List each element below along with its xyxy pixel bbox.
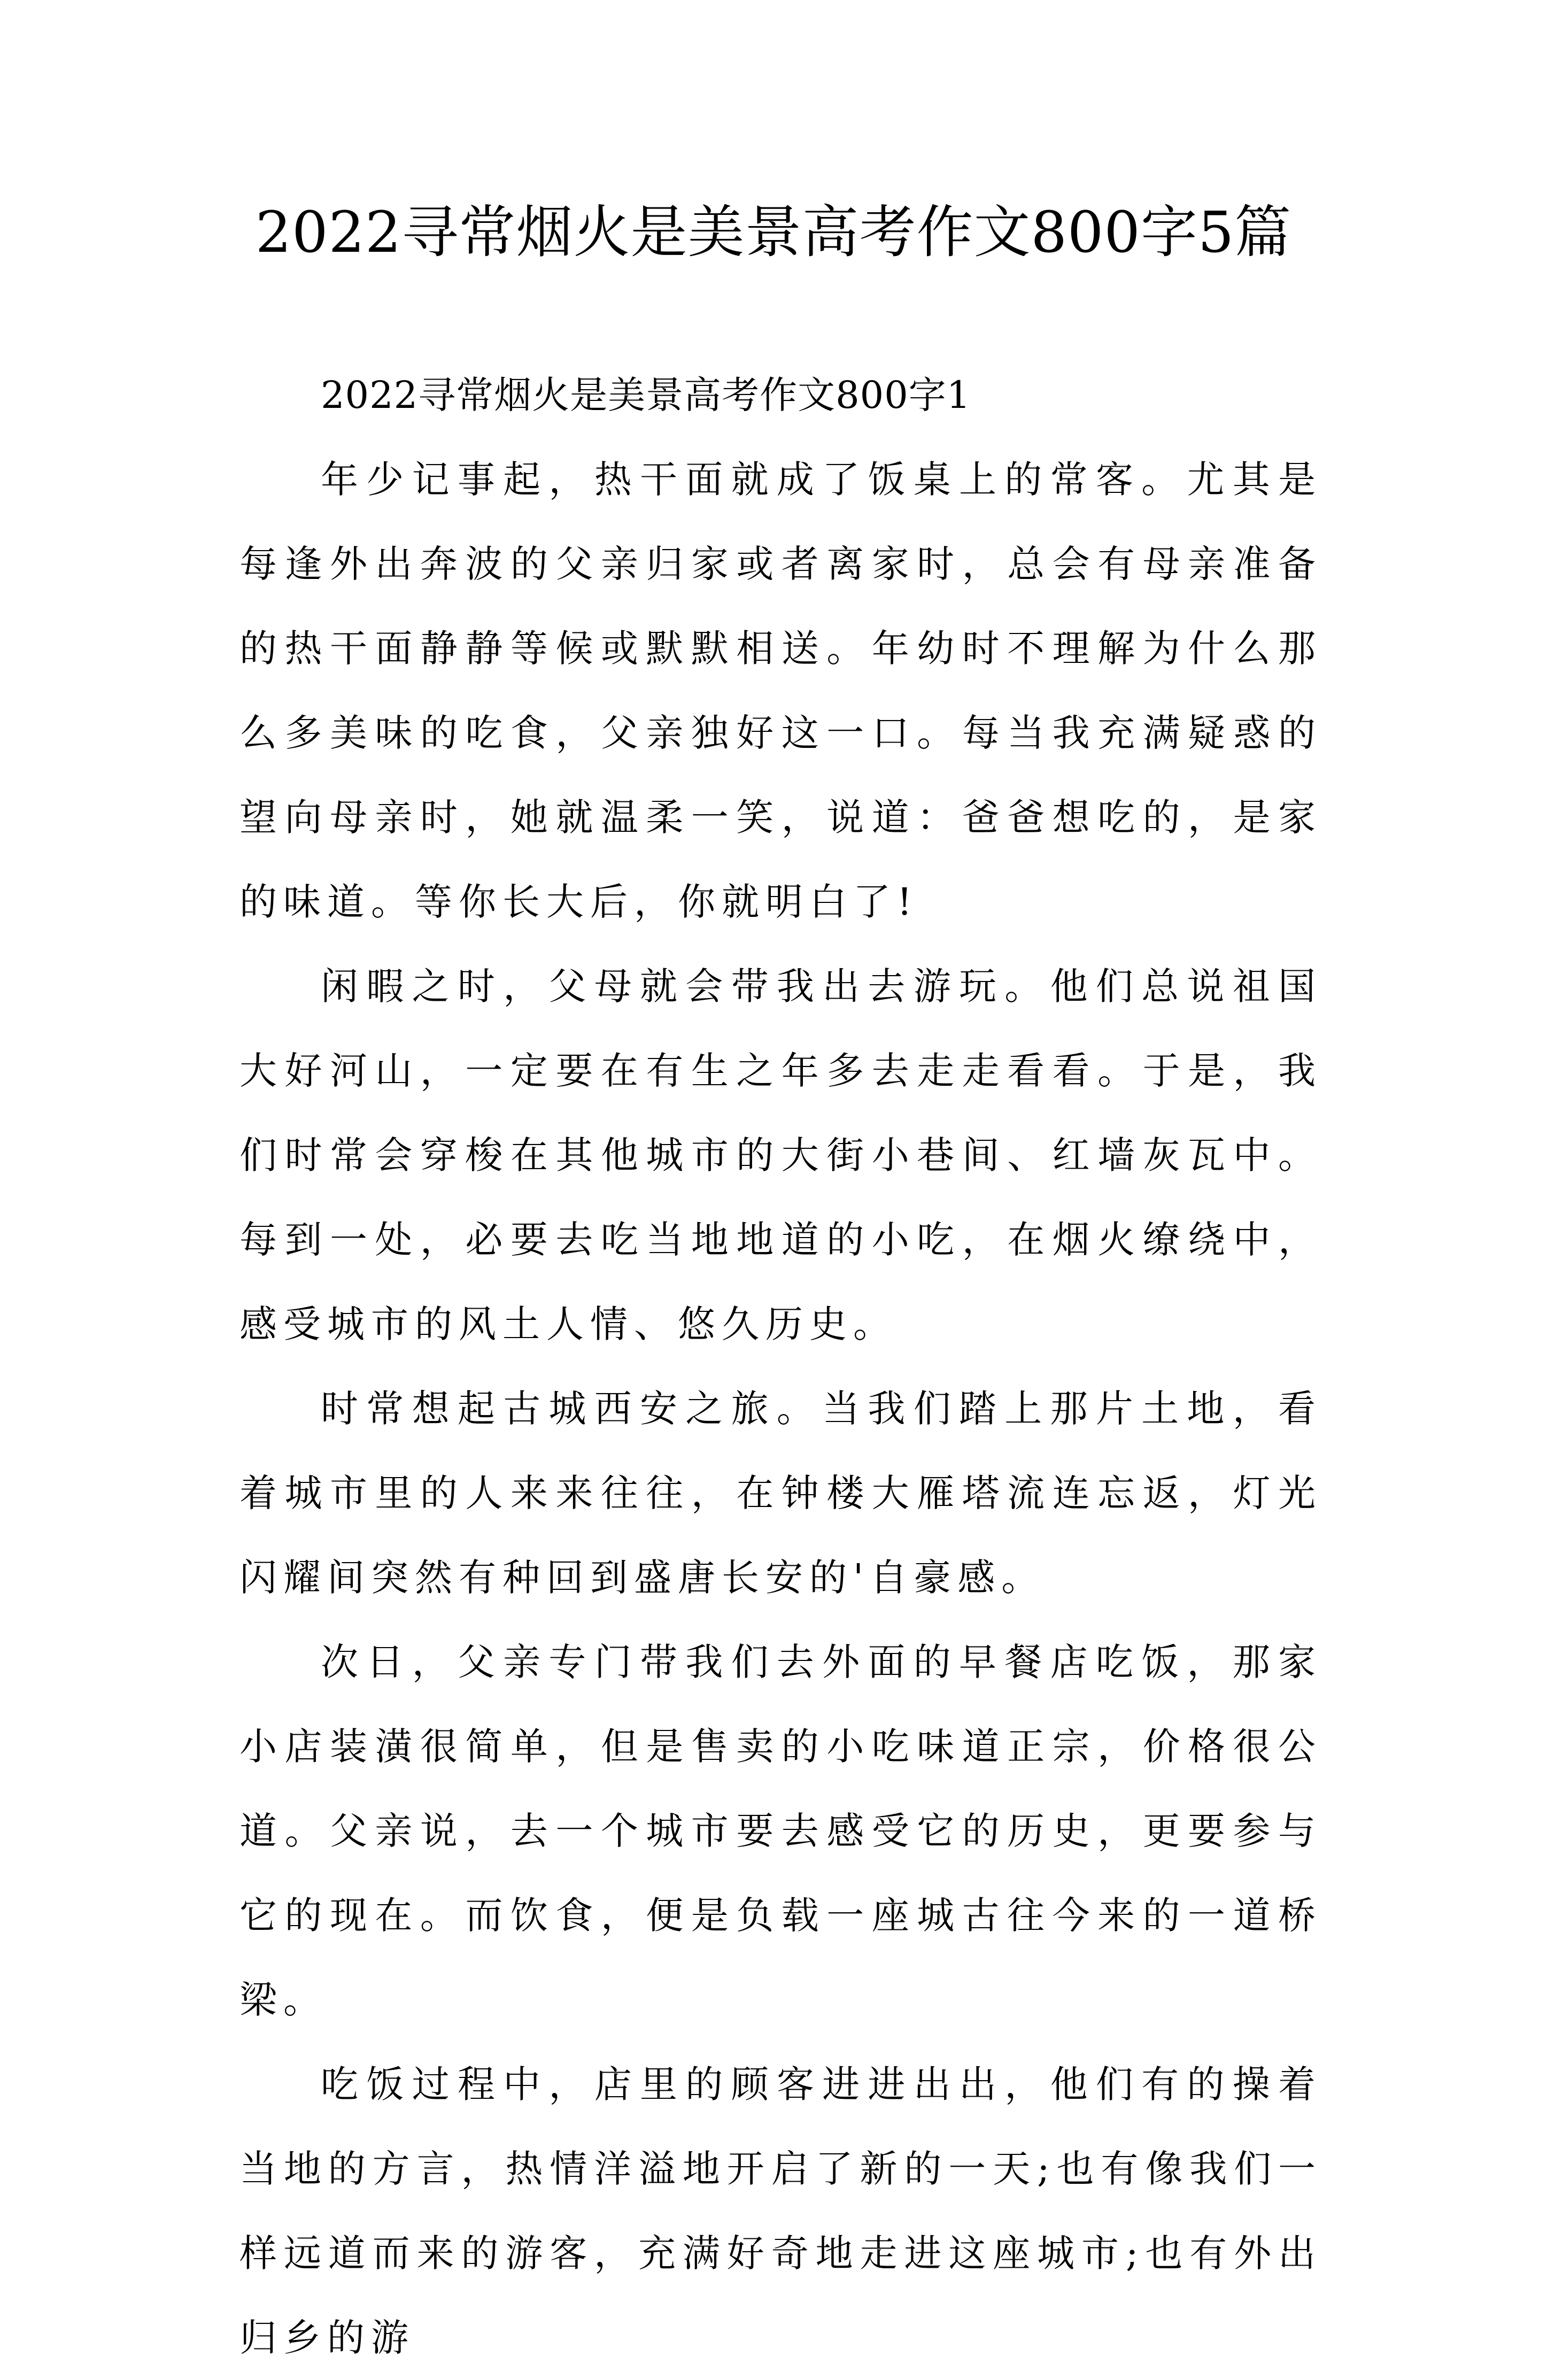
paragraph: 吃饭过程中，店里的顾客进进出出，他们有的操着当地的方言，热情洋溢地开启了新的一天;也有像我们一样远道而来的游客，充满好奇地走进这座城市;也有外出归乡的游 bbox=[239, 2062, 1322, 2360]
paragraph: 年少记事起，热干面就成了饭桌上的常客。尤其是每逢外出奔波的父亲归家或者离家时，总会有母亲准备的热干面静静等候或默默相送。年幼时不理解为什么那么多美味的吃食，父亲独好这一口。每当我充满疑惑的望向母亲时，她就温柔一笑，说道：爸爸想吃的，是家的味道。等你长大后，你就明白了! bbox=[239, 458, 1322, 924]
paragraph: 时常想起古城西安之旅。当我们踏上那片土地，看着城市里的人来来往往，在钟楼大雁塔流连忘返，灯光闪耀间突然有种回到盛唐长安的'自豪感。 bbox=[239, 1387, 1322, 1599]
essay-subtitle: 2022寻常烟火是美景高考作文800字1 bbox=[321, 373, 971, 417]
document-body bbox=[239, 353, 1322, 2380]
document-title: 2022寻常烟火是美景高考作文800字5篇 bbox=[255, 199, 1292, 265]
paragraph: 闲暇之时，父母就会带我出去游玩。他们总说祖国大好河山，一定要在有生之年多去走走看看。于是，我们时常会穿梭在其他城市的大街小巷间、红墙灰瓦中。每到一处，必要去吃当地地道的小吃，在烟火缭绕中，感受城市的风土人情、悠久历史。 bbox=[239, 964, 1322, 1346]
paragraph: 次日，父亲专门带我们去外面的早餐店吃饭，那家小店装潢很简单，但是售卖的小吃味道正宗，价格很公道。父亲说，去一个城市要去感受它的历史，更要参与它的现在。而饮食，便是负载一座城古往今来的一道桥梁。 bbox=[239, 1640, 1322, 2022]
